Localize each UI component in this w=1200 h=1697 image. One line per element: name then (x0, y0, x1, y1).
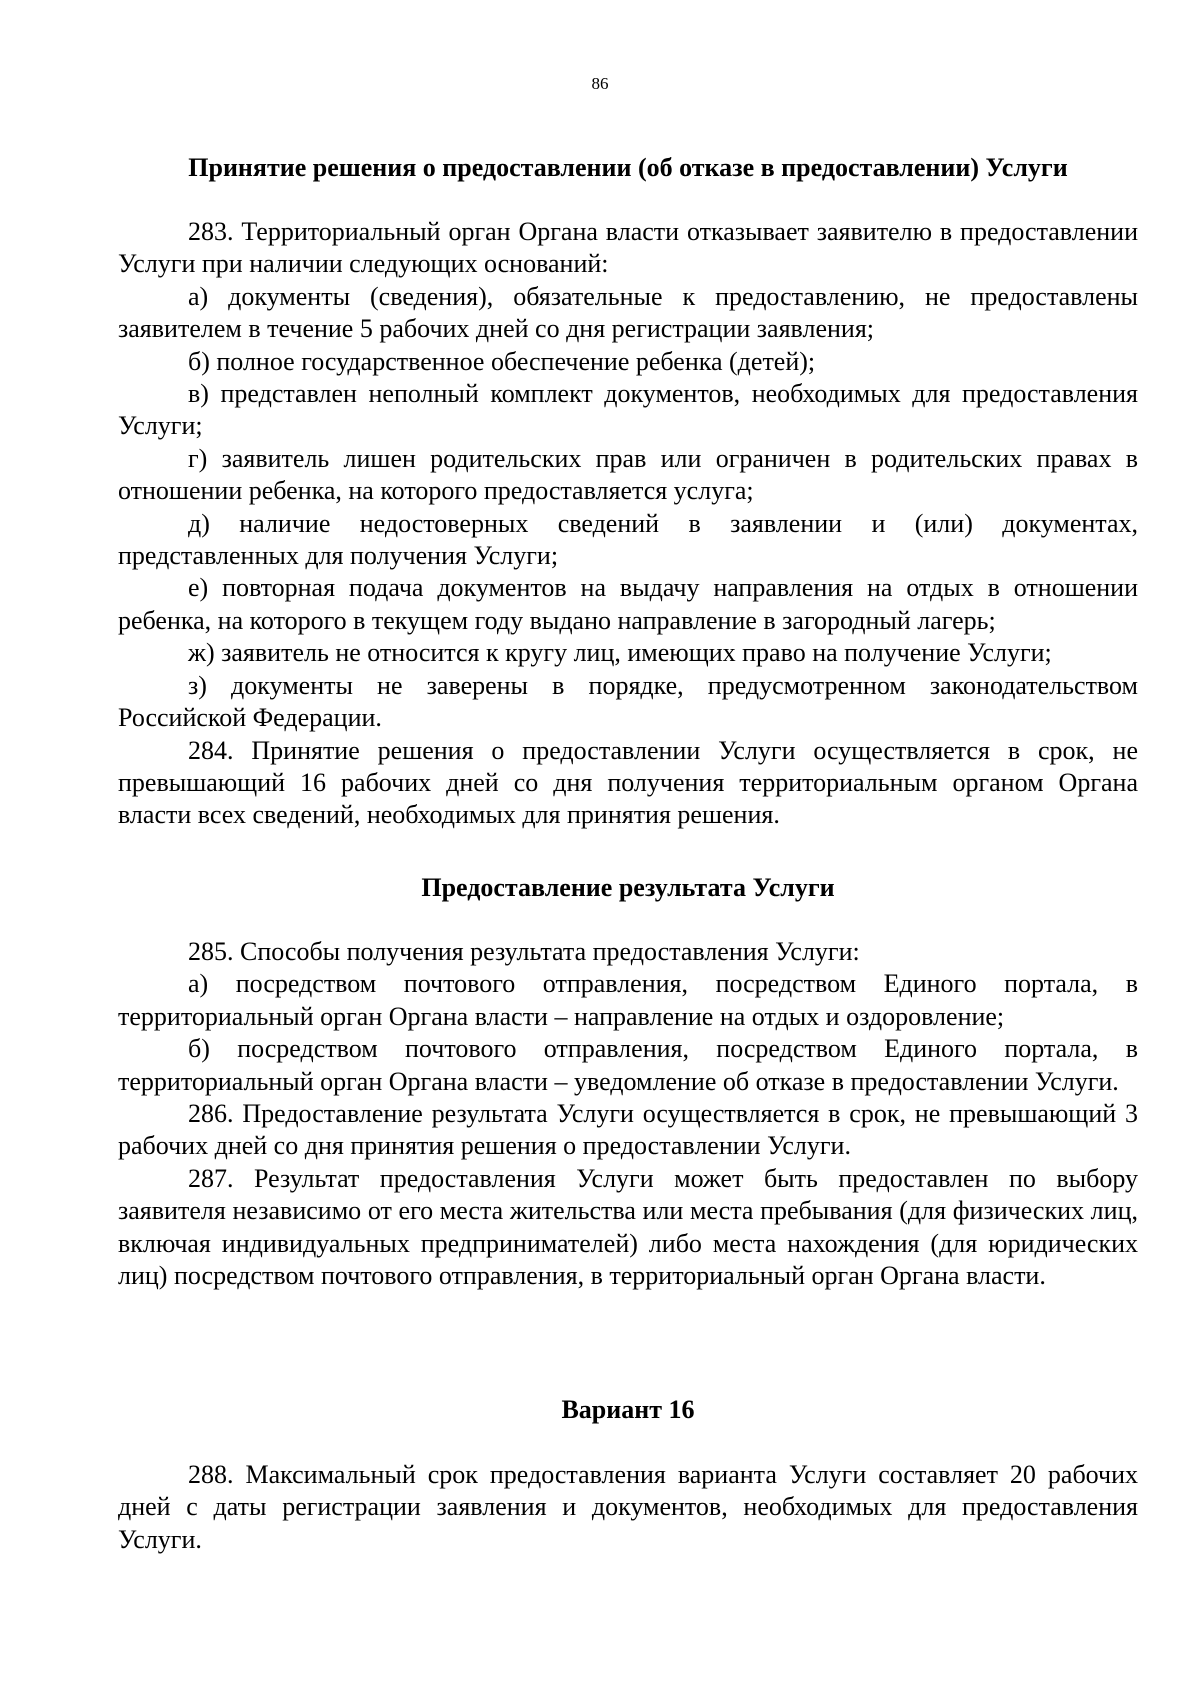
list-item-v: в) представлен неполный комплект документов, необходимых для предоставления Услуги; (118, 379, 1138, 441)
paragraph-285: 285. Способы получения результата предоставления Услуги: (188, 937, 860, 966)
paragraph-286: 286. Предоставление результата Услуги осуществляется в срок, не превышающий 3 рабочих дней со дня принятия решения о предоставлении Услуги. (118, 1099, 1138, 1161)
list-item-g: г) заявитель лишен родительских прав или ограничен в родительских правах в отношении ребенка, на которого предоставляется услуга; (118, 443, 1138, 506)
list-item-b: б) посредством почтового отправления, посредством Единого портала, в территориальный орган Органа власти – уведомление об отказе в предоставлении Услуги. (118, 1034, 1138, 1096)
paragraph-284: 284. Принятие решения о предоставлении Услуги осуществляется в срок, не превышающий 16 рабочих дней со дня получения территориальным органом Органа власти всех сведений, необходимых для принятия решения. (118, 735, 1138, 830)
page-number: 86 (591, 74, 609, 93)
list-item-a: а) посредством почтового отправления, посредством Единого портала, в территориальный орган Органа власти – направление на отдых и оздоровление; (118, 969, 1138, 1031)
list-item-d: д) наличие недостоверных сведений в заявлении и (или) документах, представленных для получения Услуги; (118, 508, 1138, 571)
section-body-decision (118, 216, 1138, 832)
section-title-result: Предоставление результата Услуги (421, 873, 835, 902)
section-body-variant-16 (118, 1459, 1138, 1556)
section-title-variant-16: Вариант 16 (561, 1395, 695, 1424)
list-item-zh: ж) заявитель не относится к кругу лиц, имеющих право на получение Услуги; (188, 638, 1052, 668)
section-body-result (118, 936, 1138, 1292)
section-title-decision: Принятие решения о предоставлении (об отказе в предоставлении) Услуги (188, 153, 1068, 182)
list-item-a: а) документы (сведения), обязательные к предоставлению, не предоставлены заявителем в течение 5 рабочих дней со дня регистрации заявления; (118, 281, 1138, 344)
paragraph-288: 288. Максимальный срок предоставления варианта Услуги составляет 20 рабочих дней с даты регистрации заявления и документов, необходимых для предоставления Услуги. (118, 1460, 1138, 1554)
paragraph-283: 283. Территориальный орган Органа власти отказывает заявителю в предоставлении Услуги при наличии следующих оснований: (118, 217, 1138, 279)
list-item-e: е) повторная подача документов на выдачу направления на отдых в отношении ребенка, на которого в текущем году выдано направление в загородный лагерь; (118, 573, 1138, 635)
paragraph-287: 287. Результат предоставления Услуги может быть предоставлен по выбору заявителя независимо от его места жительства или места пребывания (для физических лиц, включая индивидуальных предпринимателей) либо места нахождения (для юридических лиц) посредством почтового отправления, в территориальный орган Органа власти. (118, 1163, 1138, 1291)
list-item-z: з) документы не заверены в порядке, предусмотренном законодательством Российской Федерации. (118, 670, 1138, 733)
list-item-b: б) полное государственное обеспечение ребенка (детей); (188, 346, 816, 376)
